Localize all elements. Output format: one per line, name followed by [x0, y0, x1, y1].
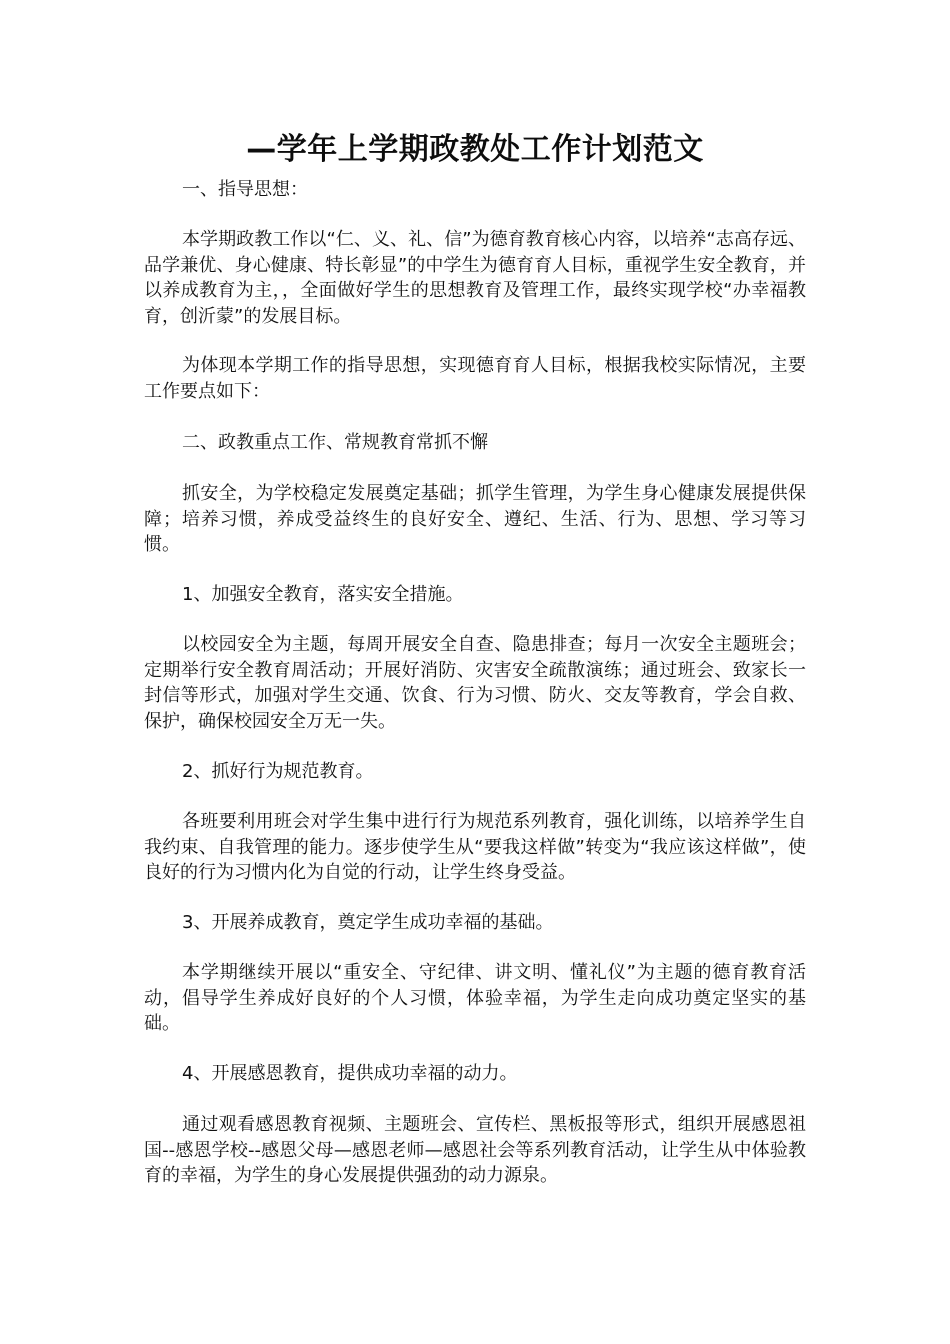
paragraph-guiding-ideology-heading: 一、指导思想： [182, 179, 308, 200]
paragraph-item-2-heading: 2、抓好行为规范教育。 [182, 761, 374, 782]
paragraph-key-work-summary: 抓安全，为学校稳定发展奠定基础；抓学生管理，为学生身心健康发展提供保障；培养习惯，养成受益终生的良好安全、遵纪、生活、行为、思想、学习等习惯。 [144, 483, 806, 555]
paragraph-guiding-ideology: 本学期政教工作以“仁、义、礼、信”为德育教育核心内容，以培养“志高存远、品学兼优、身心健康、特长彰显”的中学生为德育育人目标，重视学生安全教育，并以养成教育为主，，全面做好学生的思想教育及管理工作，最终实现学校“办幸福教育，创沂蒙”的发展目标。 [144, 229, 806, 327]
paragraph-work-points-intro: 为体现本学期工作的指导思想，实现德育育人目标，根据我校实际情况，主要工作要点如下： [144, 355, 806, 402]
paragraph-item-4-heading: 4、开展感恩教育，提供成功幸福的动力。 [182, 1063, 518, 1084]
paragraph-key-work-heading: 二、政教重点工作、常规教育常抓不懈 [182, 432, 488, 453]
paragraph-item-3-body: 本学期继续开展以“重安全、守纪律、讲文明、懂礼仪”为主题的德育教育活动，倡导学生养成好良好的个人习惯，体验幸福，为学生走向成功奠定坚实的基础。 [144, 962, 806, 1034]
paragraph-item-1-heading: 1、加强安全教育，落实安全措施。 [182, 584, 464, 605]
paragraph-item-1-body: 以校园安全为主题，每周开展安全自查、隐患排查；每月一次安全主题班会；定期举行安全教育周活动；开展好消防、灾害安全疏散演练；通过班会、致家长一封信等形式，加强对学生交通、饮食、行为习惯、防火、交友等教育，学会自救、保护，确保校园安全万无一失。 [144, 634, 806, 732]
paragraph-item-4-body: 通过观看感恩教育视频、主题班会、宣传栏、黑板报等形式，组织开展感恩祖国--感恩学校--感恩父母—感恩老师—感恩社会等系列教育活动，让学生从中体验教育的幸福，为学生的身心发展提供强劲的动力源泉。 [144, 1114, 806, 1186]
paragraph-item-2-body: 各班要利用班会对学生集中进行行为规范系列教育，强化训练，以培养学生自我约束、自我管理的能力。逐步使学生从“要我这样做”转变为“我应该这样做”，使良好的行为习惯内化为自觉的行动，让学生终身受益。 [144, 811, 806, 883]
paragraph-item-3-heading: 3、开展养成教育，奠定学生成功幸福的基础。 [182, 912, 554, 933]
document-title: —学年上学期政教处工作计划范文 [246, 132, 704, 167]
